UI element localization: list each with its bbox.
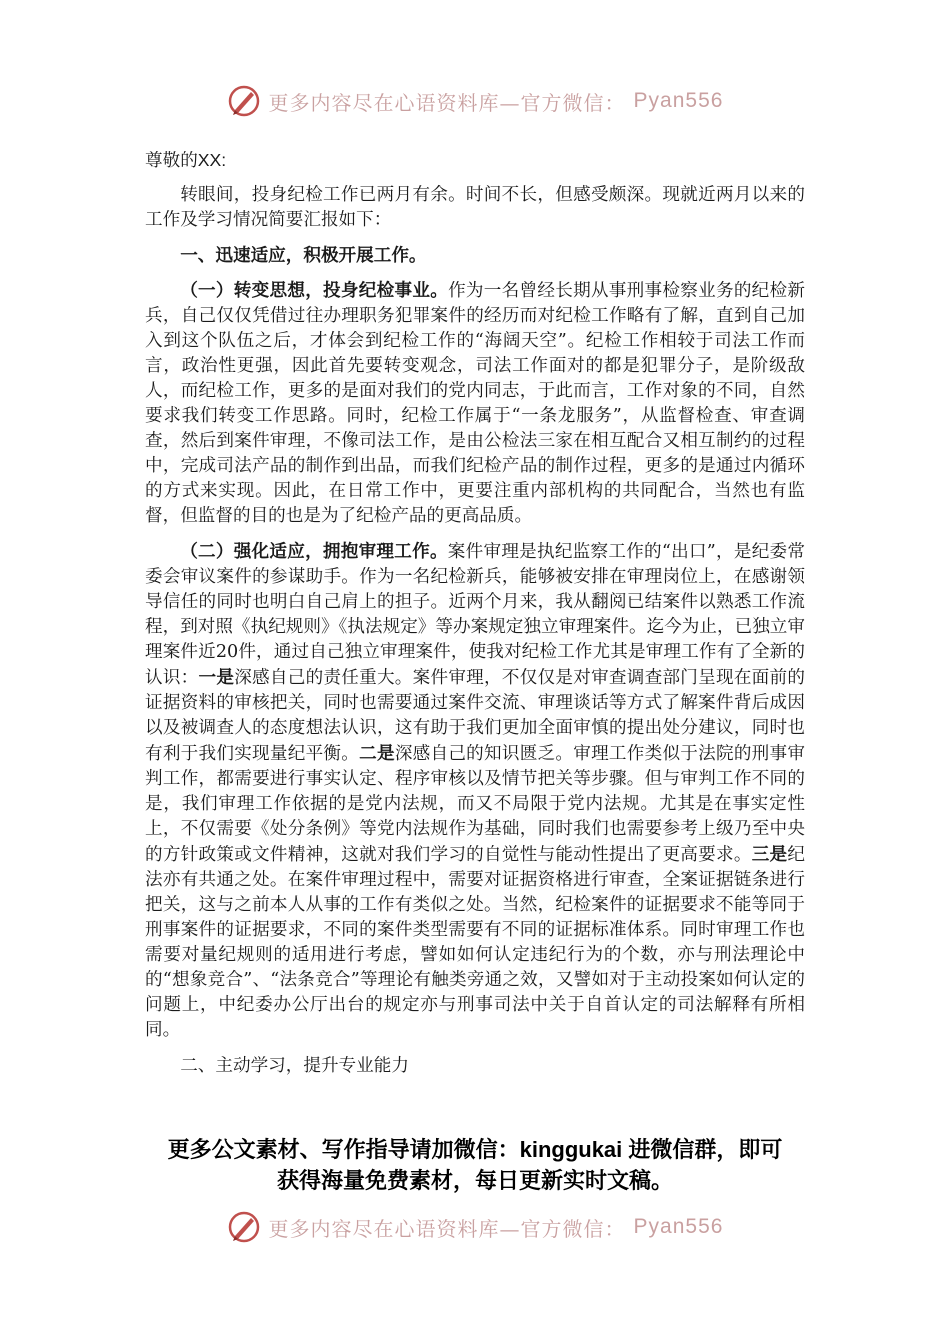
document-body (145, 148, 805, 1078)
watermark-text: 更多内容尽在心语资料库—官方微信： (268, 1216, 626, 1241)
pen-logo-icon (227, 1210, 261, 1244)
subsection-1-lead: （一）转变思想，投身纪检事业。 (180, 280, 449, 300)
subsection-2-text-b: 深感自己的责任重大。案件审理，不仅仅是对审查调查部门呈现在面前的证据资料的审核把关，同时也需要通过案件交流、审理谈话等方式了解案件背后成因以及被调查人的态度想法认识，这有助于我们更加全面审慎的提出处分建议，同时也有利于我们实现量纪平衡。 (145, 668, 805, 764)
subsection-2-text-a: 案件审理是执纪监察工作的“出口”，是纪委常委会审议案件的参谋助手。作为一名纪检新兵，能够被安排在审理岗位上，在感谢领导信任的同时也明白自己肩上的担子。近两个月来，我从翻阅已结案件以熟悉工作流程，到对照《执纪规则》《执法规定》等办案规定独立审理案件。迄今为止，已独立审理案件近20件，通过自己独立审理案件，使我对纪检工作尤其是审理工作有了全新的认识： (145, 542, 805, 688)
watermark-header (0, 84, 950, 118)
subsection-2-text-c: 深感自己的知识匮乏。审理工作类似于法院的刑事审判工作，都需要进行事实认定、程序审核以及情节把关等步骤。但与审判工作不同的是，我们审理工作依据的是党内法规，而又不局限于党内法规。尤其是在事实定性上，不仅需要《处分条例》等党内法规作为基础，同时我们也需要参考上级乃至中央的方针政策或文件精神，这就对我们学习的自觉性与能动性提出了更高要求。 (145, 744, 805, 865)
watermark-wechat-id: Pyan556 (633, 1215, 724, 1238)
subsection-2-paragraph (145, 539, 805, 1043)
promo-banner (140, 1134, 810, 1196)
pen-logo-icon (227, 84, 261, 118)
salutation: 尊敬的XX: (145, 150, 227, 170)
promo-line-1: 更多公文素材、写作指导请加微信：kinggukai 进微信群，即可 (167, 1137, 783, 1162)
point-1-marker: 一是 (198, 667, 235, 687)
subsection-1-text: 作为一名曾经长期从事刑事检察业务的纪检新兵，自己仅仅凭借过往办理职务犯罪案件的经历而对纪检工作略有了解，直到自己加入到这个队伍之后，才体会到纪检工作的“海阔天空”。纪检工作相较于司法工作而言，政治性更强，因此首先要转变观念，司法工作面对的都是犯罪分子，是阶级敌人，而纪检工作，更多的是面对我们的党内同志，于此而言，工作对象的不同，自然要求我们转变工作思路。同时，纪检工作属于“一条龙服务”，从监督检查、审查调查，然后到案件审理，不像司法工作，是由公检法三家在相互配合又相互制约的过程中，完成司法产品的制作到出品，而我们纪检产品的制作过程，更多的是通过内循环的方式来实现。因此，在日常工作中，更要注重内部机构的共同配合，当然也有监督，但监督的目的也是为了纪检产品的更高品质。 (145, 281, 805, 526)
point-2-marker: 二是 (359, 743, 395, 763)
watermark-wechat-id: Pyan556 (633, 89, 724, 112)
promo-line-2: 获得海量免费素材，每日更新实时文稿。 (276, 1168, 673, 1193)
intro-paragraph: 转眼间，投身纪检工作已两月有余。时间不长，但感受颇深。现就近两月以来的工作及学习情况简要汇报如下： (145, 185, 805, 230)
subsection-2-text-d: 纪法亦有共通之处。在案件审理过程中，需要对证据资格进行审查，全案证据链条进行把关，这与之前本人从事的工作有类似之处。当然，纪检案件的证据要求不能等同于刑事案件的证据要求，不同的案件类型需要有不同的证据标准体系。同时审理工作也需要对量纪规则的适用进行考虑，譬如如何认定违纪行为的个数，亦与刑法理论中的“想象竞合”、“法条竞合”等理论有触类旁通之效，又譬如对于主动投案如何认定的问题上，中纪委办公厅出台的规定亦与刑事司法中关于自首认定的司法解释有所相同。 (145, 845, 805, 1040)
section-1-title: 一、迅速适应，积极开展工作。 (180, 245, 427, 265)
watermark-text: 更多内容尽在心语资料库—官方微信： (268, 90, 626, 115)
subsection-2-lead: （二）强化适应，拥抱审理工作。 (180, 541, 448, 561)
point-3-marker: 三是 (751, 844, 788, 864)
watermark-footer (0, 1210, 950, 1244)
section-2-title: 二、主动学习，提升专业能力 (180, 1055, 409, 1075)
subsection-1-paragraph (145, 278, 805, 529)
